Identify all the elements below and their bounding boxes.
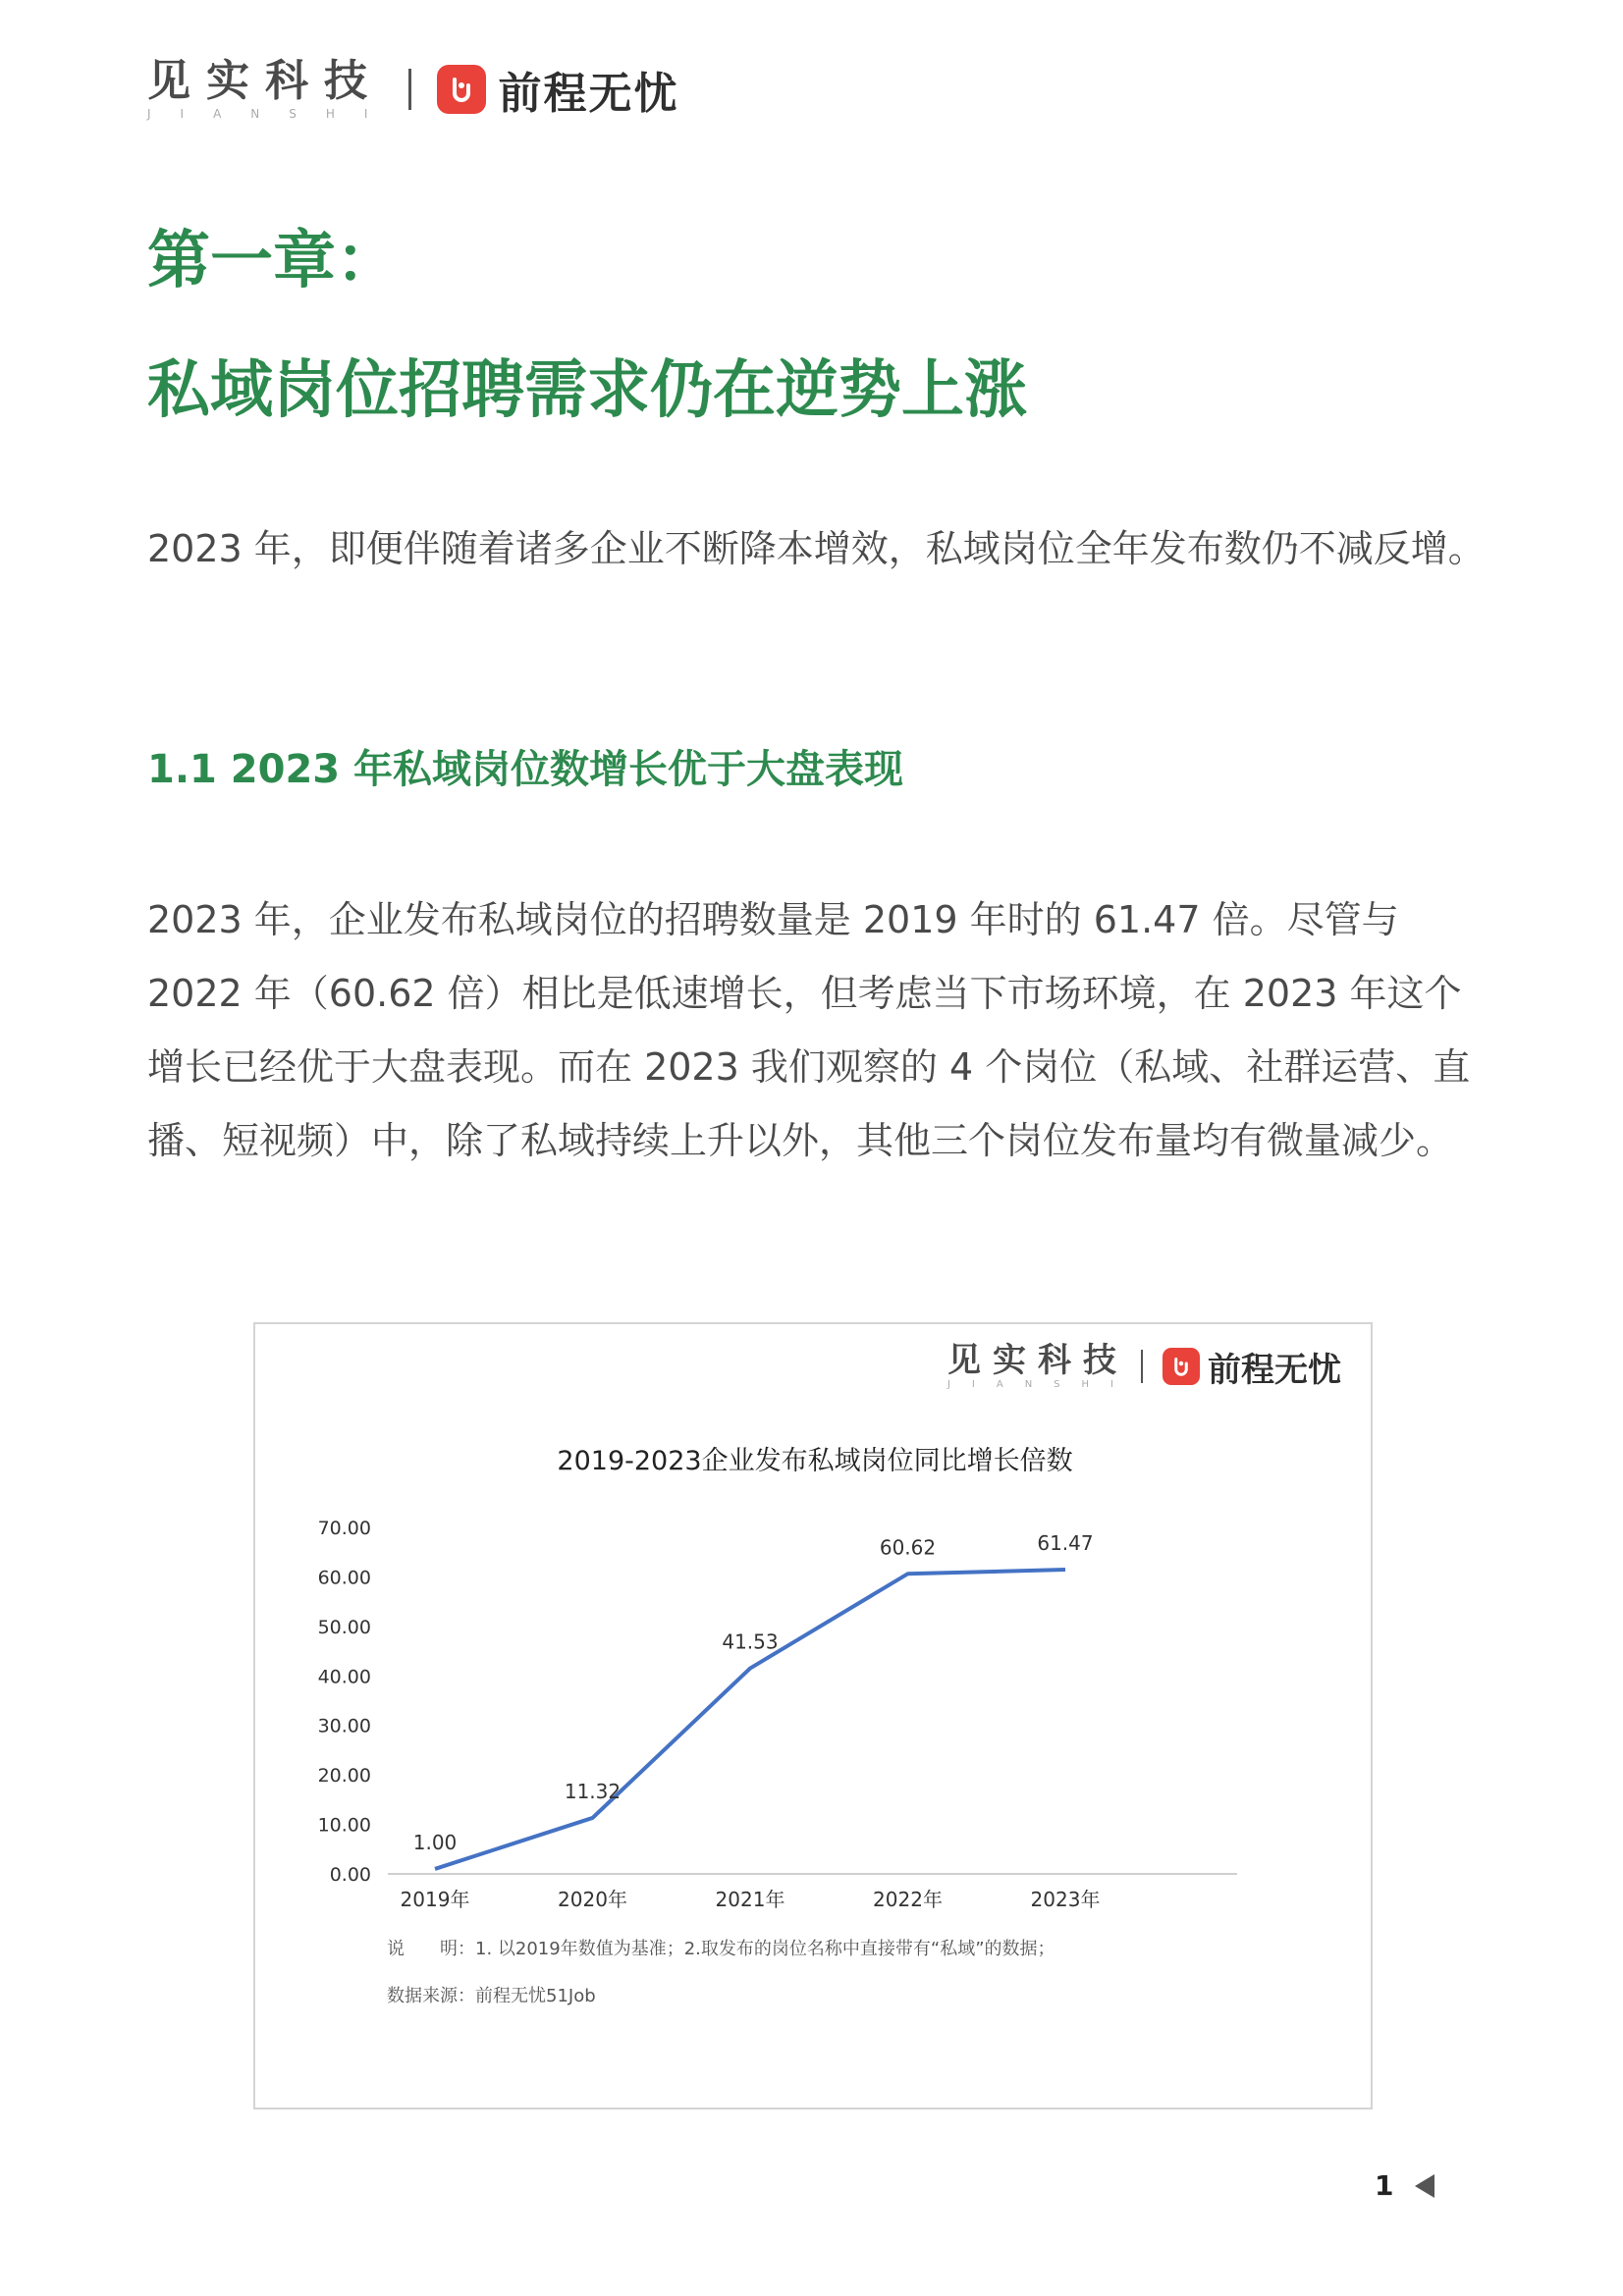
data-label: 11.32 [564, 1779, 622, 1803]
qiancheng-logo-icon [437, 65, 486, 114]
chart-brand-en: JIANSHI [947, 1379, 1135, 1390]
header-brand [147, 55, 678, 124]
data-label: 41.53 [722, 1629, 779, 1654]
brand-divider [408, 69, 411, 110]
y-tick-label: 20.00 [317, 1765, 371, 1788]
chart-brand-cn: 见实科技 [947, 1341, 1128, 1380]
x-axis [401, 1888, 1101, 1911]
section-title: 1.1 2023 年私域岗位数增长优于大盘表现 [147, 747, 904, 792]
page-number-text: 1 [1375, 2169, 1394, 2202]
data-label: 1.00 [412, 1830, 458, 1854]
x-tick-label: 2023年 [1030, 1888, 1101, 1911]
section-paragraph: 2023 年，企业发布私域岗位的招聘数量是 2019 年时的 61.47 倍。尽管与 2022 年（60.62 倍）相比是低速增长，但考虑当下市场环境，在 2023 年这个增长已经优于大盘表现。而在 2023 我们观察的 4 个岗位（私域、社群运营、直播、短视频）中，除了私域持续上升以外，其他三个岗位发布量均有微量减少。 [147, 898, 1471, 1162]
partner-name: 前程无忧 [498, 69, 679, 119]
y-tick-label: 10.00 [317, 1814, 371, 1837]
intro-paragraph: 2023 年，即便伴随着诸多企业不断降本增效，私域岗位全年发布数仍不减反增。 [147, 527, 1486, 570]
y-tick-label: 40.00 [317, 1666, 371, 1688]
y-tick-label: 0.00 [329, 1864, 371, 1886]
data-label: 60.62 [879, 1535, 937, 1560]
y-tick-label: 50.00 [317, 1616, 371, 1638]
x-tick-label: 2020年 [558, 1888, 627, 1911]
chart-partner-name: 前程无忧 [1208, 1350, 1341, 1390]
y-axis [318, 1518, 371, 1886]
data-labels [413, 1531, 1094, 1854]
chart-source: 数据来源：前程无忧51Job [387, 1986, 596, 2006]
chart-title: 2019-2023企业发布私域岗位同比增长倍数 [557, 1446, 1073, 1476]
chapter-title: 私域岗位招聘需求仍在逆势上涨 [147, 354, 1027, 427]
chart-note: 说 明：1. 以2019年数值为基准；2.取发布的岗位名称中直接带有“私域”的数据； [387, 1939, 1055, 1959]
brand-en: JIANSHI [147, 107, 398, 121]
back-arrow-icon[interactable] [1415, 2174, 1434, 2198]
data-label: 61.47 [1037, 1531, 1094, 1556]
chart-container [253, 1322, 1373, 2109]
chapter-label: 第一章： [147, 225, 399, 297]
series-line [435, 1570, 1065, 1869]
brand-cn: 见实科技 [147, 56, 383, 106]
x-tick-label: 2022年 [873, 1888, 943, 1911]
x-tick-label: 2021年 [715, 1888, 785, 1911]
x-tick-label: 2019年 [400, 1888, 470, 1911]
jianshi-logo [147, 58, 397, 121]
page-number [1375, 2169, 1434, 2202]
y-tick-label: 70.00 [317, 1518, 371, 1539]
y-tick-label: 30.00 [317, 1715, 371, 1737]
y-tick-label: 60.00 [317, 1567, 371, 1589]
